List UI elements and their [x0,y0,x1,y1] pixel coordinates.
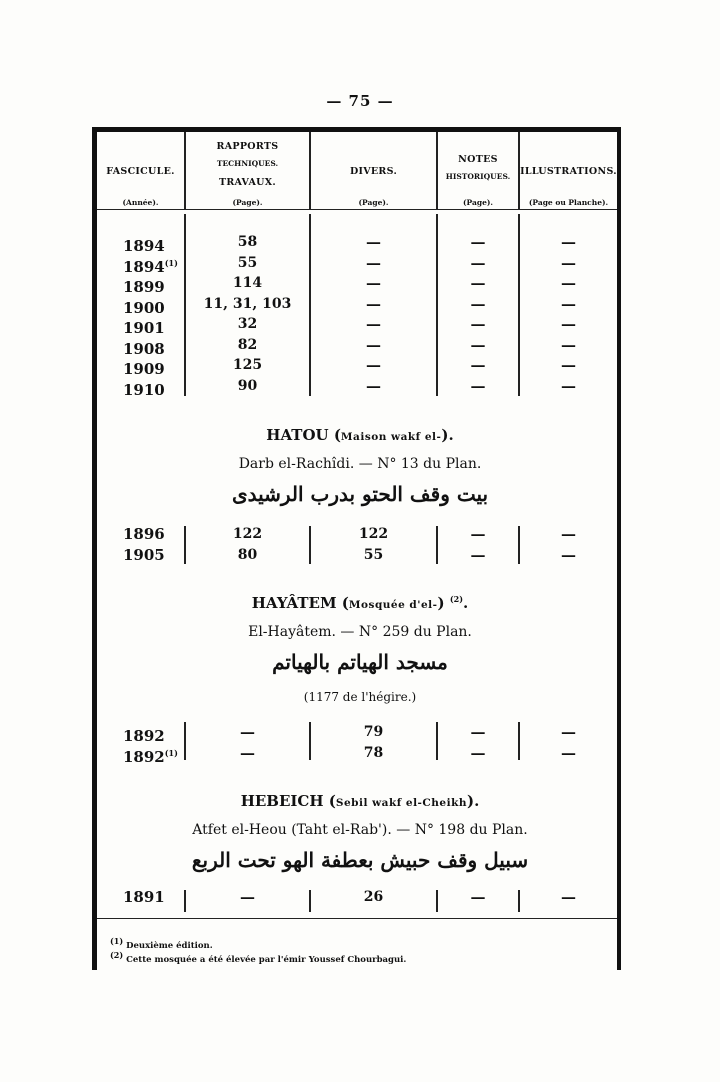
notes-cell: — [470,294,486,313]
header-illustrations-sub: (Page ou Planche). [528,198,609,207]
hayatem-rows [97,722,617,766]
divers-cell: — [366,315,381,333]
illus-cell: — [561,888,576,906]
table-row [97,376,617,397]
header-fascicule-sub: (Année). [122,198,159,207]
divers-cell: 122 [358,526,389,542]
table-row [97,355,617,376]
year-cell: 1905 [123,545,165,564]
illus-cell: — [561,335,576,354]
header-divers-sub: (Page). [358,198,389,207]
divers-cell: — [366,356,381,374]
illus-cell: — [561,253,576,272]
rapports-cell: 32 [237,316,258,332]
page-number: — 75 — [326,92,394,110]
table-frame-right [617,127,621,970]
illus-cell: — [561,723,576,741]
year-cell: 1909 [123,360,165,378]
table-row [97,253,617,274]
section-address-hayatem: El-Hayâtem. — N° 259 du Plan. [248,624,472,640]
header-rapports-3: TRAVAUX. [218,177,276,188]
divers-cell: — [366,233,381,251]
footnote-rule [97,918,617,919]
col-divider-2 [309,722,311,760]
illus-cell: — [561,743,576,762]
rapports-cell: — [240,723,255,741]
col-divider-1 [184,526,186,564]
rapports-cell: 11, 31, 103 [203,295,292,312]
col-divider-3 [436,526,438,564]
year-cell: 1899 [123,278,165,296]
year-cell: 1908 [123,339,165,358]
notes-cell: — [470,545,486,564]
divers-cell: — [366,274,381,292]
illus-cell: — [561,545,576,564]
year-cell: 1901 [123,319,165,337]
col-divider-1 [184,722,186,760]
illus-cell: — [561,525,576,543]
col-divider-2 [309,526,311,564]
illus-cell: — [561,274,576,292]
rapports-cell: 122 [232,526,263,542]
notes-cell: — [470,356,486,374]
rapports-cell: — [240,743,255,762]
header-notes-1: NOTES [458,154,498,165]
table-row [97,524,617,545]
rapports-cell: 58 [237,234,258,250]
year-cell: 1894$^{(1)}$ [123,257,178,276]
hebeich-rows [97,887,617,908]
col-divider-1 [184,890,186,912]
rapports-cell: 82 [237,336,258,353]
table-row [97,335,617,356]
illus-cell: — [561,315,576,333]
table-row [97,743,617,764]
header-fascicule: FASCICULE. [106,166,175,177]
header-rapports-1: RAPPORTS [216,141,279,152]
hatou-rows [97,524,617,565]
section-address-hebeich: Atfet el-Heou (Taht el-Rab'). — N° 198 du Plan. [192,822,528,838]
notes-cell: — [470,525,486,543]
illus-cell: — [561,376,576,395]
section-arabic-hatou: بيت وقف الحتو بدرب الرشيدى [231,482,489,506]
divers-cell: — [366,376,381,395]
col-divider-2 [309,890,311,912]
rapports-cell: 125 [232,357,263,373]
notes-cell: — [470,233,486,251]
year-cell: 1910 [123,380,165,399]
header-rapports-sub: (Page). [232,198,263,207]
col-divider-4 [518,526,520,564]
notes-cell: — [470,315,486,333]
header-rule [97,209,617,210]
rapports-cell: — [240,888,255,906]
section-hegire-hayatem: (1177 de l'hégire.) [303,690,417,704]
col-divider-4 [518,722,520,760]
table-row [97,294,617,315]
divers-cell: — [366,335,381,354]
header-rapports-2: TECHNIQUES. [216,159,279,168]
header-divers: DIVERS. [349,166,398,177]
section-arabic-hebeich: سبيل وقف حبيش بعطفة الهو تحت الربع [191,848,529,872]
illus-cell: — [561,294,576,313]
notes-cell: — [470,335,486,354]
divers-cell: — [366,253,381,272]
notes-cell: — [470,376,486,395]
section-title-hatou: HATOU (Maison wakf el-). [266,426,454,444]
table-row [97,314,617,335]
notes-cell: — [470,723,486,741]
notes-cell: — [470,274,486,292]
table-row [97,273,617,294]
illus-cell: — [561,233,576,251]
year-cell: 1896 [123,525,165,543]
footnote-2: (2) Cette mosquée a été élevée par l'émir Youssef Chourbagui. [110,950,407,965]
header-notes-2: HISTORIQUES. [445,172,511,181]
table-row [97,232,617,253]
year-cell: 1892 [123,727,165,745]
divers-cell: — [366,294,381,313]
section-title-hebeich: HEBEICH (Sebil wakf el-Cheikh). [240,792,480,810]
divers-cell: 78 [363,744,384,761]
table-row [97,722,617,743]
section-title-hayatem: HAYÂTEM (Mosquée d'el-) $^{(2)}$. [251,594,469,612]
col-divider-3 [436,890,438,912]
header-notes-sub: (Page). [462,198,494,207]
header-illustrations: ILLUSTRATIONS. [520,166,617,177]
rapports-cell: 80 [237,546,258,563]
rapports-cell: 114 [232,275,263,291]
divers-cell: 79 [363,724,384,740]
year-cell: 1891 [123,888,165,906]
notes-cell: — [470,888,486,906]
year-cell: 1900 [123,298,165,317]
block1-rows [97,232,617,399]
section-arabic-hayatem: مسجد الهياتم بالهياتم [272,650,448,674]
rapports-cell: 90 [237,377,258,394]
divers-cell: 55 [363,546,384,563]
table-row [97,887,617,908]
year-cell: 1892$^{(1)}$ [123,747,178,766]
col-divider-3 [436,722,438,760]
section-address-hatou: Darb el-Rachîdi. — N° 13 du Plan. [238,456,482,472]
table-row [97,545,617,566]
col-divider-4 [518,890,520,912]
year-cell: 1894 [123,237,165,255]
footnote-1: (1) Deuxième édition. [110,936,213,951]
divers-cell: 26 [363,889,384,905]
table-frame-top [92,127,621,132]
rapports-cell: 55 [237,254,258,271]
notes-cell: — [470,743,486,762]
notes-cell: — [470,253,486,272]
illus-cell: — [561,356,576,374]
